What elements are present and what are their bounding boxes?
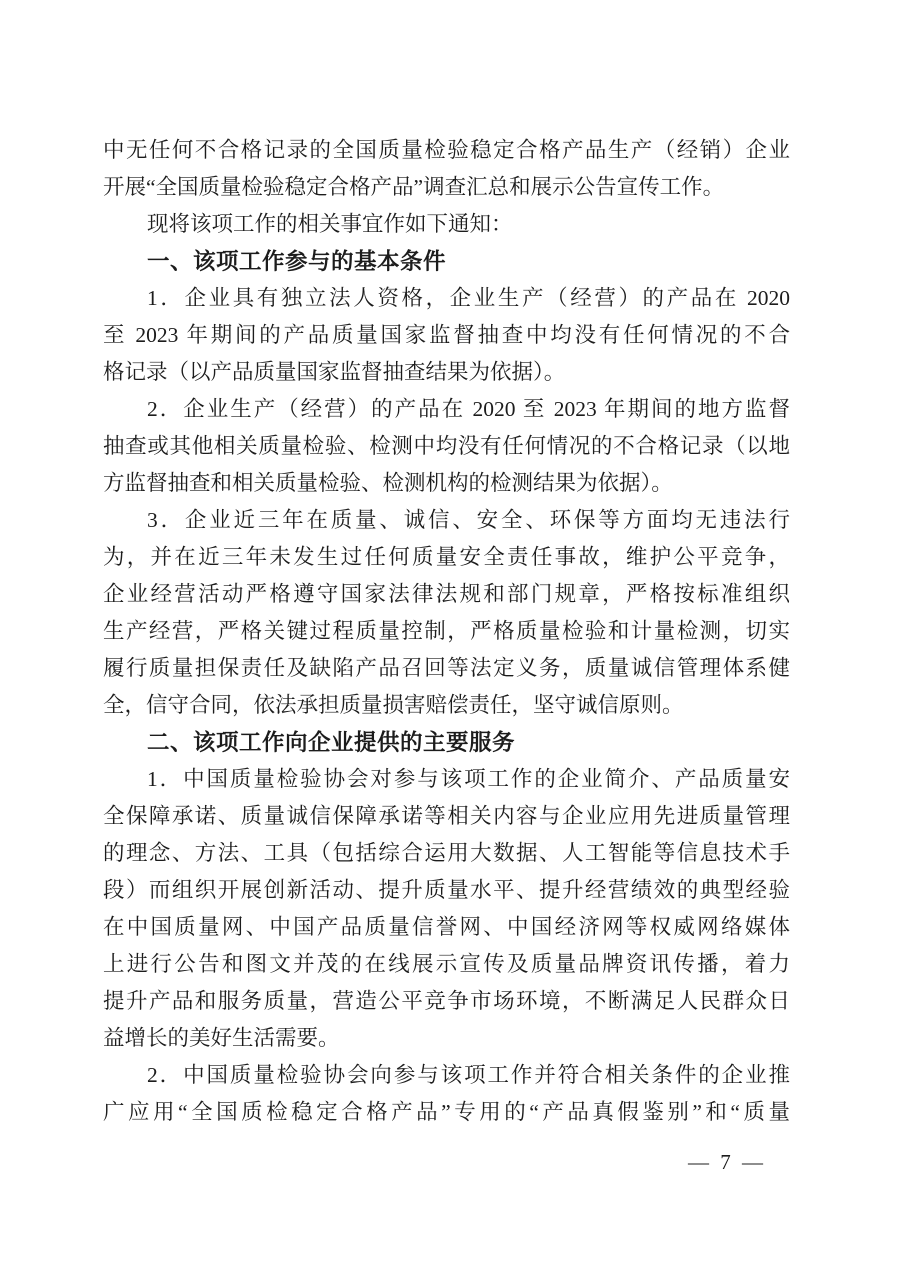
s2-item2-line-2: 广应用“全国质检稳定合格产品”专用的“产品真假鉴别”和“质量: [103, 1100, 790, 1124]
s2-item1-line-1: 1．中国质量检验协会对参与该项工作的企业简介、产品质量安: [147, 767, 790, 791]
s2-item1-line-4: 段）而组织开展创新活动、提升质量水平、提升经营绩效的典型经验: [103, 878, 790, 902]
s1-item2-line-2: 抽查或其他相关质量检验、检测中均没有任何情况的不合格记录（以地: [103, 434, 790, 458]
s2-item1-line-3: 的理念、方法、工具（包括综合运用大数据、人工智能等信息技术手: [103, 841, 790, 865]
s1-item2-line-3: 方监督抽查和相关质量检验、检测机构的检测结果为依据）。: [103, 471, 673, 495]
s1-item3-line-5: 履行质量担保责任及缺陷产品召回等法定义务，质量诚信管理体系健: [103, 656, 790, 680]
s1-item1-line-1: 1．企业具有独立法人资格，企业生产（经营）的产品在 2020: [147, 286, 790, 310]
document-body: [103, 132, 790, 1131]
s1-item3-line-6: 全，信守合同，依法承担质量损害赔偿责任，坚守诚信原则。: [103, 693, 684, 717]
s2-item2-line-1: 2．中国质量检验协会向参与该项工作并符合相关条件的企业推: [147, 1063, 790, 1087]
s2-item1-line-7: 提升产品和服务质量，营造公平竞争市场环境，不断满足人民群众日: [103, 989, 790, 1013]
section1-heading: 一、该项工作参与的基本条件: [147, 249, 447, 274]
notice-line: 现将该项工作的相关事宜作如下通知：: [147, 212, 513, 236]
section2-heading: 二、该项工作向企业提供的主要服务: [147, 730, 516, 755]
s1-item3-line-2: 为，并在近三年未发生过任何质量安全责任事故，维护公平竞争，: [103, 545, 790, 569]
s1-item1-line-3: 格记录（以产品质量国家监督抽查结果为依据）。: [103, 360, 566, 384]
s1-item3-line-1: 3．企业近三年在质量、诚信、安全、环保等方面均无违法行: [147, 508, 790, 532]
intro-line-1: 中无任何不合格记录的全国质量检验稳定合格产品生产（经销）企业: [103, 138, 790, 162]
s1-item2-line-1: 2．企业生产（经营）的产品在 2020 至 2023 年期间的地方监督: [147, 397, 790, 421]
s2-item1-line-2: 全保障承诺、质量诚信保障承诺等相关内容与企业应用先进质量管理: [103, 804, 790, 828]
s1-item3-line-3: 企业经营活动严格遵守国家法律法规和部门规章，严格按标准组织: [103, 582, 790, 606]
intro-line-2: 开展“全国质量检验稳定合格产品”调查汇总和展示公告宣传工作。: [103, 175, 725, 199]
s1-item3-line-4: 生产经营，严格关键过程质量控制，严格质量检验和计量检测，切实: [103, 619, 790, 643]
page-number: — 7 —: [688, 1150, 766, 1174]
s2-item1-line-6: 上进行公告和图文并茂的在线展示宣传及质量品牌资讯传播，着力: [103, 952, 790, 976]
s2-item1-line-5: 在中国质量网、中国产品质量信誉网、中国经济网等权威网络媒体: [103, 915, 790, 939]
s2-item1-line-8: 益增长的美好生活需要。: [103, 1026, 340, 1050]
s1-item1-line-2: 至 2023 年期间的产品质量国家监督抽查中均没有任何情况的不合: [103, 323, 790, 347]
